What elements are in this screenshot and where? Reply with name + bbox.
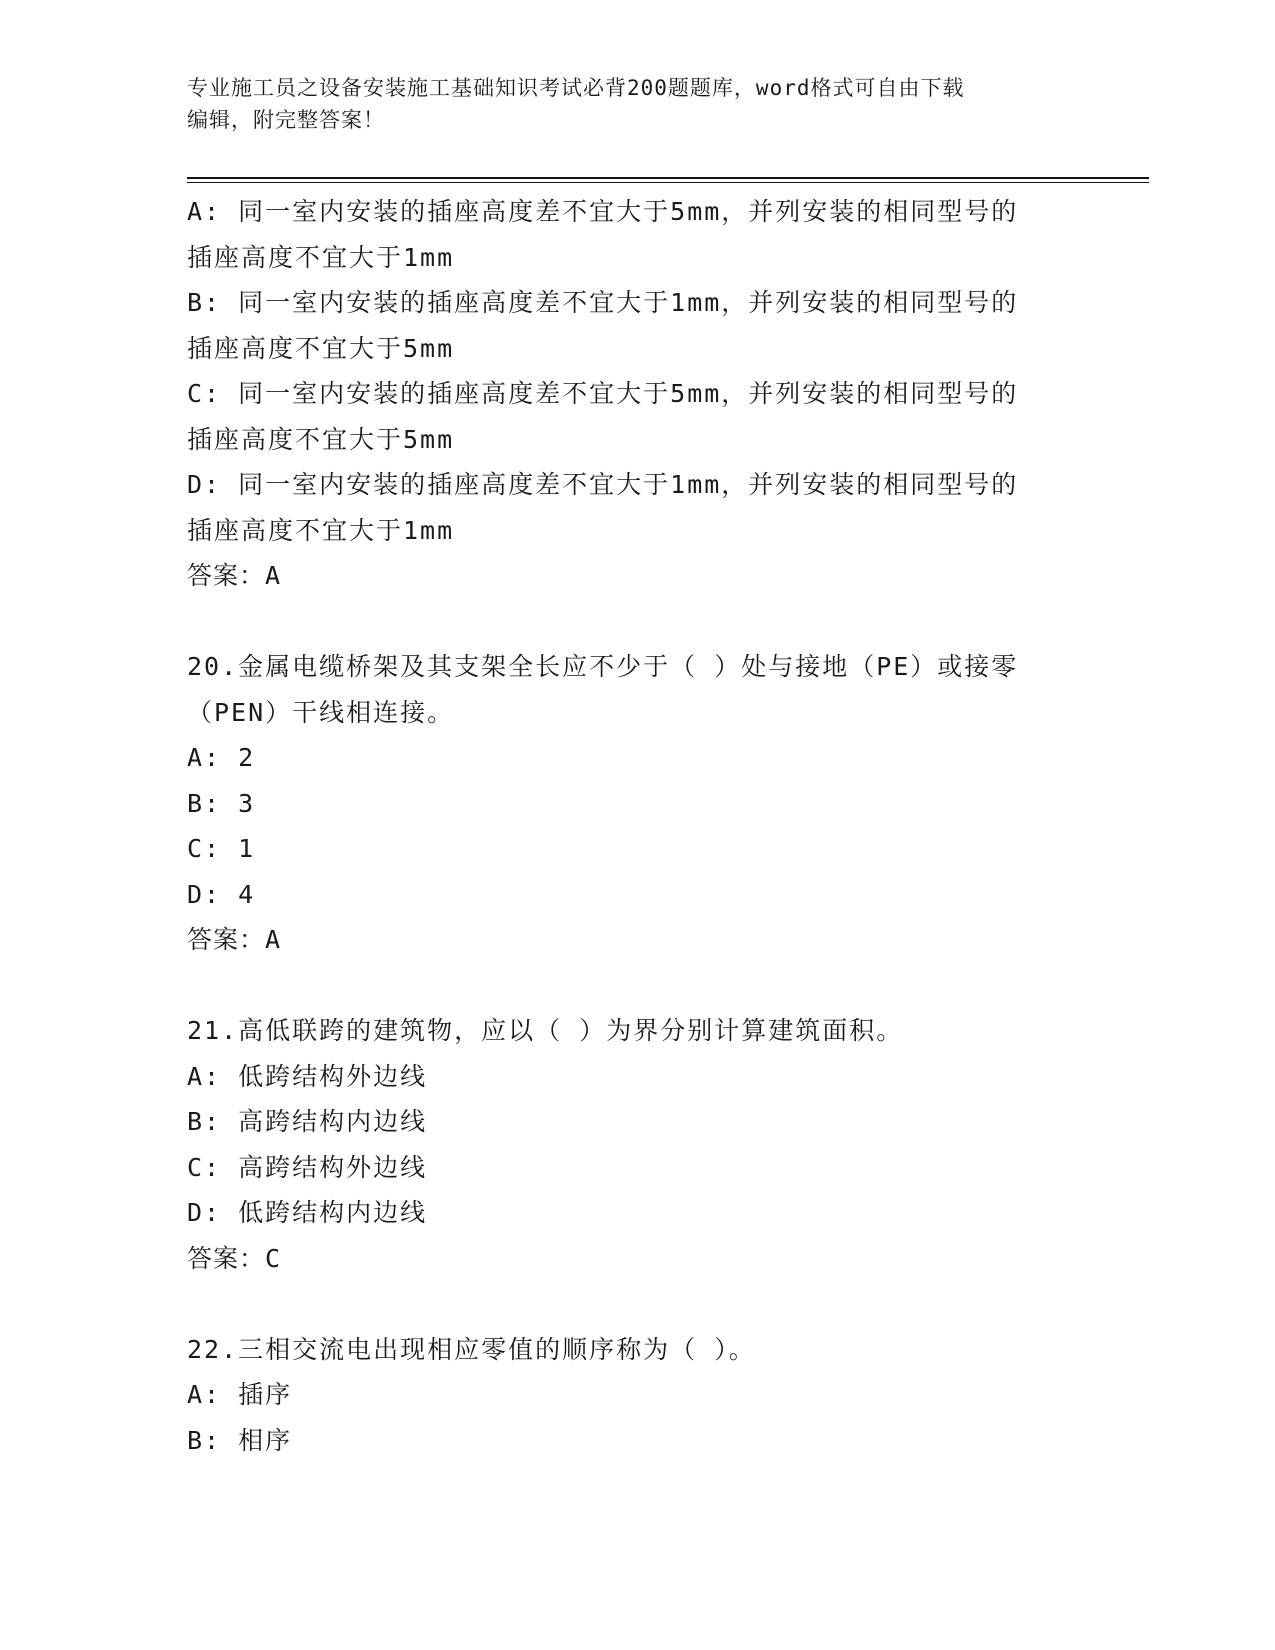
header-divider-thick [187, 177, 1149, 179]
q22-stem: 22.三相交流电出现相应零值的顺序称为（ ）。 [187, 1334, 756, 1364]
q21-option-a: A: 低跨结构外边线 [187, 1061, 428, 1091]
q19-answer: 答案：A [187, 561, 282, 590]
q21-stem: 21.高低联跨的建筑物，应以（ ）为界分别计算建筑面积。 [187, 1016, 904, 1045]
q20-option-b: B: 3 [187, 788, 256, 818]
question-list [187, 189, 1087, 1463]
q22-option-b: B: 相序 [187, 1425, 293, 1455]
spacer [187, 599, 1087, 645]
q20-answer: 答案：A [187, 925, 282, 954]
q21-option-c: C: 高跨结构外边线 [187, 1152, 428, 1182]
q20-option-c: C: 1 [187, 834, 256, 863]
q21-option-b: B: 高跨结构内边线 [187, 1107, 428, 1136]
q20-stem-line-1: 20.金属电缆桥架及其支架全长应不少于（ ）处与接地（PE）或接零 [187, 652, 1019, 681]
header-title-line-1: 专业施工员之设备安装施工基础知识考试必背200题题库，word格式可自由下载 [187, 76, 965, 100]
q20-option-d: D: 4 [187, 879, 256, 909]
q22-option-a: A: 插序 [187, 1380, 293, 1409]
q19-option-b-line-2: 插座高度不宜大于5mm [187, 333, 455, 363]
spacer [187, 963, 1087, 1009]
spacer [187, 1281, 1087, 1327]
document-header [187, 72, 1067, 136]
q19-option-b-line-1: B: 同一室内安装的插座高度差不宜大于1mm，并列安装的相同型号的 [187, 288, 1019, 317]
q19-option-d-line-2: 插座高度不宜大于1mm [187, 515, 455, 545]
q19-option-a-line-1: A: 同一室内安装的插座高度差不宜大于5mm，并列安装的相同型号的 [187, 197, 1019, 226]
q19-option-c-line-1: C: 同一室内安装的插座高度差不宜大于5mm，并列安装的相同型号的 [187, 379, 1019, 408]
q21-answer: 答案：C [187, 1243, 282, 1273]
header-title-line-2: 编辑，附完整答案！ [187, 108, 385, 132]
q20-stem-line-2: （PEN）干线相连接。 [187, 697, 455, 727]
header-divider-thin [187, 182, 1149, 183]
q21-option-d: D: 低跨结构内边线 [187, 1198, 428, 1227]
q20-option-a: A: 2 [187, 743, 256, 772]
q19-option-c-line-2: 插座高度不宜大于5mm [187, 424, 455, 454]
q19-option-a-line-2: 插座高度不宜大于1mm [187, 242, 455, 272]
q19-option-d-line-1: D: 同一室内安装的插座高度差不宜大于1mm，并列安装的相同型号的 [187, 470, 1019, 499]
